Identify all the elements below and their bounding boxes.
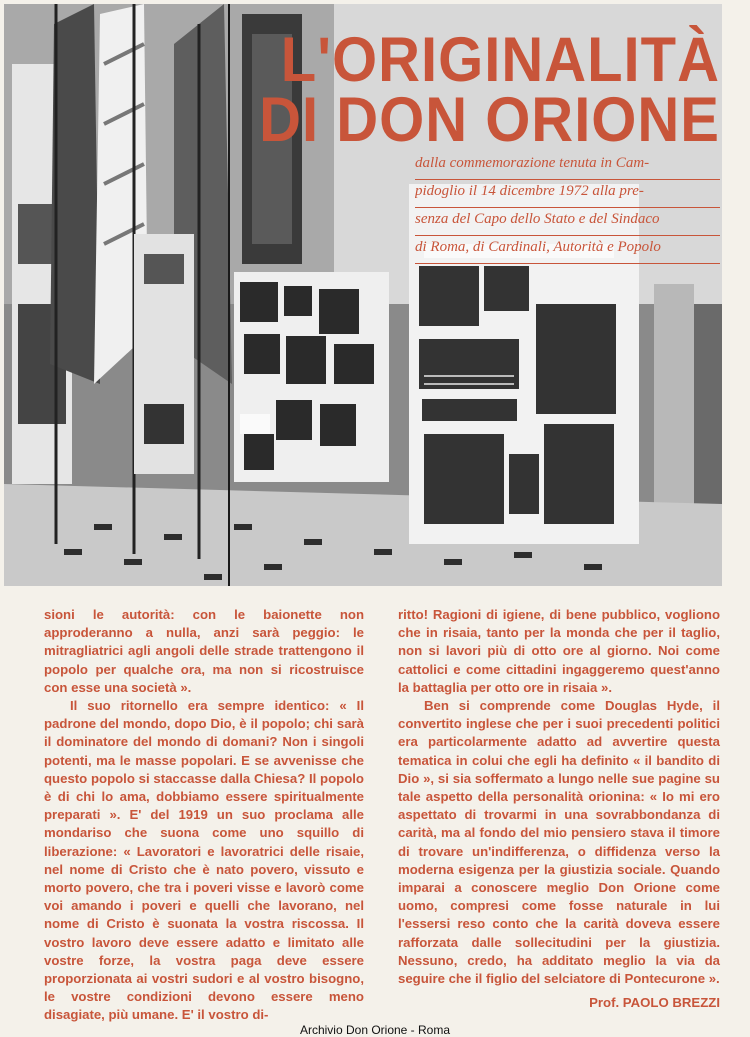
paragraph: sioni le autorità: con le baionette non approderanno a nulla, anzi sarà peggio: le mitragliatrici agli angoli delle strade trattengono il popolo per qualche ora, ma non si ricostruisce con esse una società ». <box>44 607 364 695</box>
paragraph: ritto! Ragioni di igiene, di bene pubblico, vogliono che in risaia, tanto per la monda che per il taglio, non si lavori più di otto ore al giorno. Noi come cattolici e come cittadini ingaggeremo quest'anno la battaglia per otto ore in risaia ». <box>398 607 720 695</box>
subtitle-line: senza del Capo dello Stato e del Sindaco <box>415 208 720 236</box>
subtitle-line: dalla commemorazione tenuta in Cam- <box>415 152 720 180</box>
article-column-left <box>44 606 364 1025</box>
paragraph: Ben si comprende come Douglas Hyde, il convertito inglese che per i suoi precedenti politici era particolarmente adatto ad avvertire questa tematica in colui che egli ha definito « il bandito di Dio », si sia soffermato a lungo nelle sue pagine su tale aspetto della personalità orionina: « Io mi ero aspettato di trovarmi in una sovrabbondanza di carità, ma al fondo del mio pensiero stava il timore di trovare un'indifferenza, o diffidenza verso la moderna esigenza per la giustizia sociale. Quando imparai a conoscere meglio Don Orione come uomo, compresi come fosse naturale in lui l'essersi reso conto che la carità doveva essere rafforzata dalle sollecitudini per la giustizia. Nessuno, credo, ha additato meglio la via da seguire che il figlio del selciatore di Pontecurone ». <box>398 698 720 987</box>
title-line-1: L'ORIGINALITÀ <box>280 24 720 95</box>
author-signature: Prof. PAOLO BREZZI <box>589 995 720 1011</box>
subtitle-line: pidoglio il 14 dicembre 1972 alla pre- <box>415 180 720 208</box>
article-subtitle <box>415 152 720 264</box>
title-line-2: DI DON ORIONE <box>259 85 720 156</box>
archive-footer: Archivio Don Orione - Roma <box>299 1023 451 1037</box>
article-title <box>180 24 720 156</box>
paragraph: Il suo ritornello era sempre identico: « Il padrone del mondo, dopo Dio, è il popolo; chi sarà il dominatore del mondo di domani? Non i singoli potenti, ma le masse popolari. E se avvenisse che questo popolo si staccasse dalla Chiesa? Il popolo è di chi lo ama, dobbiamo essere spiritualmente preparati ». E' del 1919 un suo proclama alle mondariso che suona come uno squillo di liberazione: « Lavoratori e lavoratrici delle risaie, nel nome di Cristo che è nato povero, vissuto e morto povero, che tra i poveri visse e lavorò come voi amando i poveri e quelli che lavorano, nel nome di Cristo è suonata la vostra riscossa. Il vostro lavoro deve essere adatto e limitato alle vostre forze, la vostra paga deve essere proporzionata ai vostri sudori e al vostro bisogno, le vostre condizioni devono essere meno disagiate, più umane. E' il vostro di- <box>44 698 364 1023</box>
subtitle-line: di Roma, di Cardinali, Autorità e Popolo <box>415 236 720 264</box>
article-column-right <box>398 606 720 1012</box>
